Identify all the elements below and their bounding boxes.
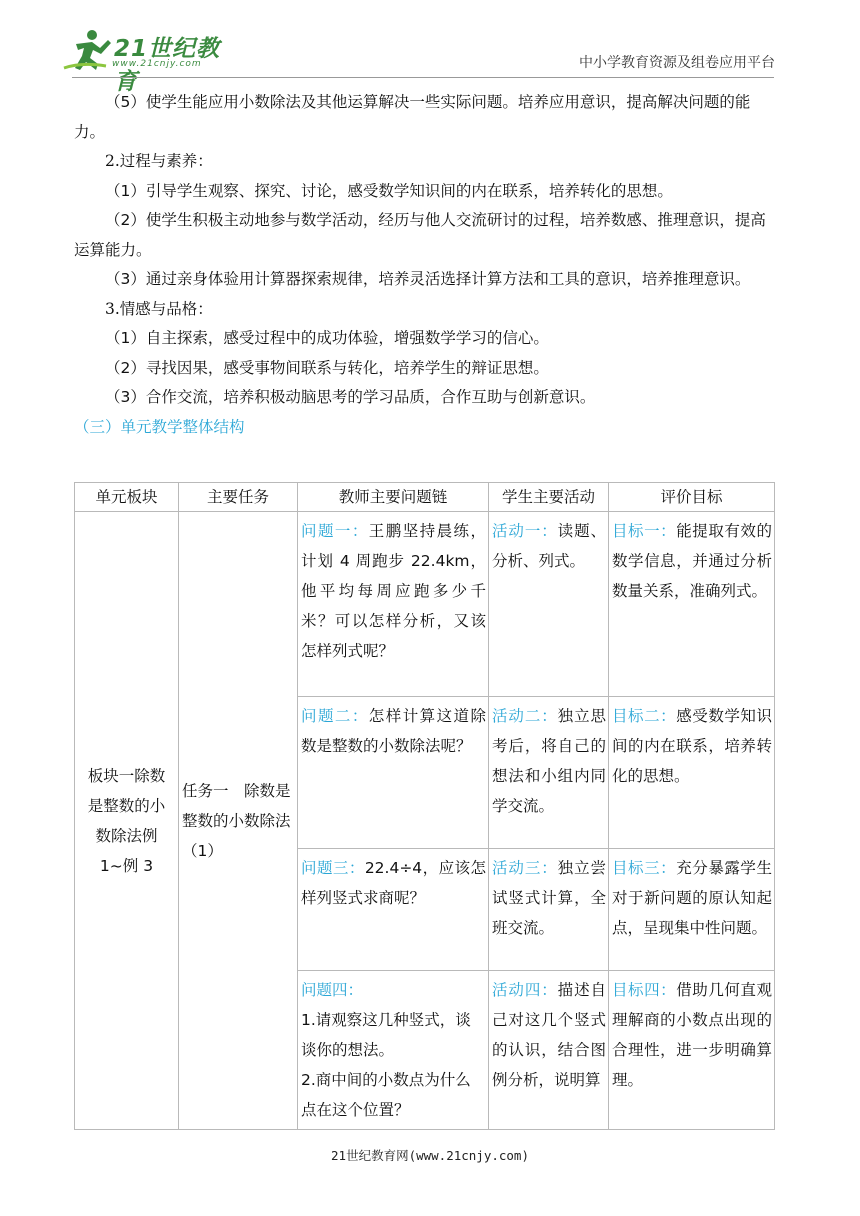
question-cell xyxy=(298,697,489,849)
platform-title: 中小学教育资源及组卷应用平台 xyxy=(579,55,775,71)
question-text: 22.4÷4，应该怎样列竖式求商呢？ xyxy=(301,859,486,907)
activity-text: 独立尝试竖式计算，全班交流。 xyxy=(492,859,606,937)
activity-cell xyxy=(489,697,609,849)
activity-text: 读题、分析、列式。 xyxy=(492,522,606,570)
activity-label: 活动一： xyxy=(492,522,558,540)
question-text: 王鹏坚持晨练，计划 4 周跑步 22.4km，他平均每周应跑多少千米？可以怎样分析，又该怎样列式呢？ xyxy=(301,522,486,660)
question-cell xyxy=(298,512,489,697)
paragraph: （5）使学生能应用小数除法及其他运算解决一些实际问题。培养应用意识，提高解决问题的能力。 xyxy=(74,93,751,141)
table-header-cell: 学生主要活动 xyxy=(489,483,609,512)
question-text: 怎样计算这道除数是整数的小数除法呢？ xyxy=(301,707,486,755)
subheading: 2.过程与素养： xyxy=(105,152,213,170)
question-text: 2.商中间的小数点为什么点在这个位置？ xyxy=(301,1071,471,1119)
table-header-cell: 单元板块 xyxy=(75,483,179,512)
runner-logo-icon xyxy=(62,28,114,74)
logo-text: 21世纪教育 xyxy=(114,36,221,95)
page-header xyxy=(0,0,860,95)
goal-cell xyxy=(609,849,775,971)
paragraph: （3）通过亲身体验用计算器探索规律，培养灵活选择计算方法和工具的意识，培养推理意识。 xyxy=(105,270,751,288)
activity-label: 活动三： xyxy=(492,859,558,877)
activity-cell xyxy=(489,971,609,1130)
activity-text: 描述自己对这几个竖式的认识，结合图例分析，说明算 xyxy=(492,981,606,1089)
table-header-cell: 主要任务 xyxy=(179,483,298,512)
goal-cell xyxy=(609,697,775,849)
logo-url: www.21cnjy.com xyxy=(112,59,202,69)
paragraph: （2）寻找因果，感受事物间联系与转化，培养学生的辩证思想。 xyxy=(105,358,549,377)
question-label: 问题四： xyxy=(301,981,364,999)
activity-text: 独立思考后，将自己的想法和小组内同学交流。 xyxy=(492,707,606,815)
paragraph: （1）引导学生观察、探究、讨论，感受数学知识间的内在联系，培养转化的思想。 xyxy=(105,181,673,200)
table-header-cell: 评价目标 xyxy=(609,483,775,512)
header-divider xyxy=(72,77,774,78)
goal-label: 目标四： xyxy=(612,981,677,999)
goal-text: 能提取有效的数学信息，并通过分析数量关系，准确列式。 xyxy=(612,522,772,600)
paragraph: （1）自主探索，感受过程中的成功体验，增强数学学习的信心。 xyxy=(105,329,549,347)
paragraph: （3）合作交流，培养积极动脑思考的学习品质，合作互助与创新意识。 xyxy=(105,388,596,406)
goal-cell xyxy=(609,971,775,1130)
page-footer: 21世纪教育网(www.21cnjy.com) xyxy=(331,1148,529,1163)
question-label: 问题三： xyxy=(301,859,365,877)
activity-cell xyxy=(489,512,609,697)
task-cell: 任务一 除数是整数的小数除法（1） xyxy=(179,512,298,1130)
activity-label: 活动四： xyxy=(492,981,558,999)
question-cell xyxy=(298,849,489,971)
question-label: 问题一： xyxy=(301,522,369,540)
logo xyxy=(62,28,232,95)
unit-structure-table xyxy=(74,482,775,1130)
table-row xyxy=(75,512,775,697)
goal-text: 借助几何直观理解商的小数点出现的合理性，进一步明确算理。 xyxy=(612,981,772,1089)
goal-text: 充分暴露学生对于新问题的原认知起点，呈现集中性问题。 xyxy=(612,859,772,937)
module-cell: 板块一除数是整数的小数除法例 1~例 3 xyxy=(75,512,179,1130)
activity-label: 活动二： xyxy=(492,707,558,725)
paragraph: （2）使学生积极主动地参与数学活动，经历与他人交流研讨的过程，培养数感、推理意识，提高运算能力。 xyxy=(74,211,766,259)
goal-label: 目标三： xyxy=(612,859,677,877)
question-label: 问题二： xyxy=(301,707,369,725)
question-cell xyxy=(298,971,489,1130)
table-header-cell: 教师主要问题链 xyxy=(298,483,489,512)
goal-label: 目标二： xyxy=(612,707,677,725)
document-body xyxy=(74,88,774,442)
table-header-row xyxy=(75,483,775,512)
question-text: 1.请观察这几种竖式，谈谈你的想法。 xyxy=(301,1011,471,1059)
subheading: 3.情感与品格： xyxy=(105,299,213,318)
goal-text: 感受数学知识间的内在联系，培养转化的思想。 xyxy=(612,707,772,785)
goal-label: 目标一： xyxy=(612,522,677,540)
section-heading: （三）单元教学整体结构 xyxy=(74,417,245,436)
activity-cell xyxy=(489,849,609,971)
goal-cell xyxy=(609,512,775,697)
